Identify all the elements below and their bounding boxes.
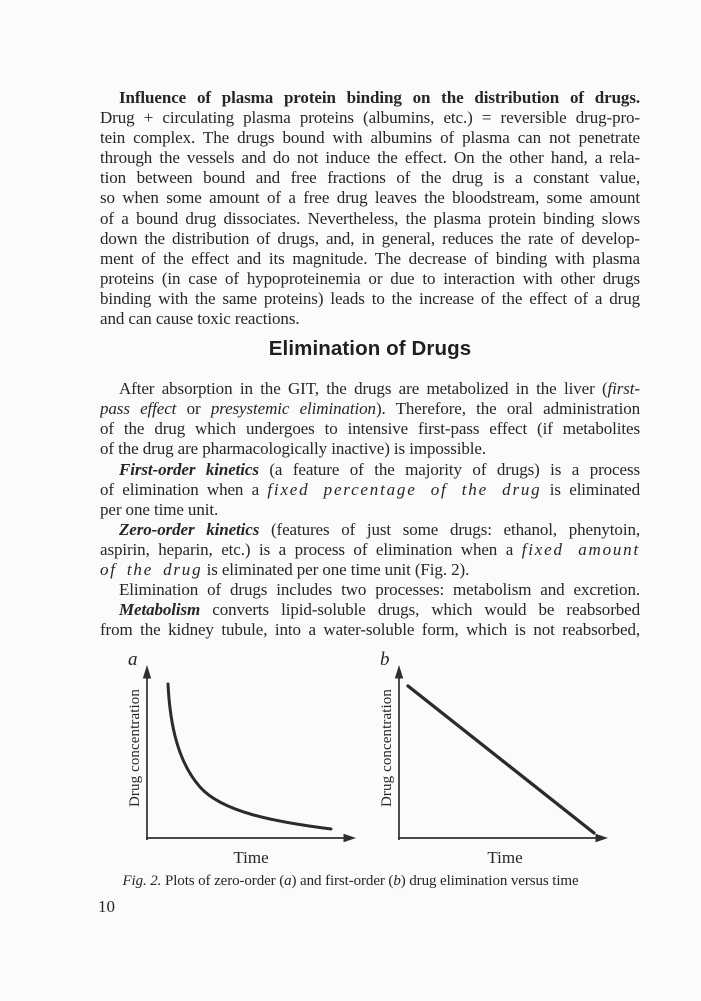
text-line	[100, 128, 640, 148]
text-line	[100, 580, 640, 600]
text-run: (a feature of the majority of drugs) is a process	[258, 459, 640, 479]
text-run: Elimination of drugs includes two processes: metabolism and excretion.	[119, 580, 640, 600]
paragraph	[100, 520, 640, 580]
plot-b-letter: b	[380, 649, 390, 670]
text-line	[100, 289, 640, 309]
text-run: ) drug elimination versus time	[400, 873, 579, 889]
text-line	[100, 419, 640, 439]
plot-b-xlabel: Time	[487, 848, 523, 867]
text-line	[100, 540, 640, 560]
text-run: is eliminated	[541, 479, 640, 499]
text-run: After absorption in the GIT, the drugs are metabolized in the liver (	[119, 379, 608, 399]
body-text	[100, 88, 640, 640]
text-run: Plots of zero-order (	[161, 873, 285, 889]
text-run: Fig. 2.	[122, 873, 162, 889]
text-run: First-order kinetics	[119, 459, 259, 479]
page-number: 10	[98, 897, 115, 916]
text-line	[100, 148, 640, 168]
text-run: is eliminated per one time unit (Fig. 2).	[202, 559, 470, 579]
text-run: and can cause toxic reactions.	[100, 309, 300, 329]
text-run: first-	[607, 379, 640, 399]
paragraph	[100, 88, 640, 329]
text-line	[100, 168, 640, 188]
text-run: Drug + circulating plasma proteins (albumins, etc.) = reversible drug-pro-	[100, 108, 640, 128]
text-run: proteins (in case of hypoproteinemia or due to interaction with other drugs	[100, 268, 640, 288]
text-line	[100, 229, 640, 249]
text-run: of a bound drug dissociates. Nevertheless, the plasma protein binding slows	[100, 208, 640, 228]
plot-a-xlabel: Time	[233, 848, 269, 867]
section-heading: Elimination of Drugs	[268, 337, 472, 361]
text-run: ment of the effect and its magnitude. The decrease of binding with plasma	[100, 248, 640, 268]
plot-b-y-arrow-icon	[395, 665, 403, 679]
plot-b-decay-line	[408, 686, 594, 833]
text-run: or	[176, 399, 211, 419]
text-run: of elimination when a	[100, 479, 268, 499]
text-line	[100, 600, 640, 620]
text-run: fixed amount	[521, 539, 640, 559]
text-run: ) and first-order (	[291, 873, 394, 889]
plot-b-x-arrow-icon	[596, 834, 609, 843]
text-run: so when some amount of a free drug leaves the bloodstream, some amount	[100, 188, 640, 208]
text-run: presystemic elimination	[210, 399, 376, 419]
paragraph	[100, 600, 640, 640]
text-run: from the kidney tubule, into a water-soluble form, which is not reabsorbed,	[100, 620, 640, 640]
text-line	[100, 500, 640, 520]
text-run: ). Therefore, the oral administration	[375, 399, 640, 419]
paragraph	[100, 460, 640, 520]
plot-a-decay-curve	[168, 684, 331, 829]
text-line	[100, 309, 640, 329]
text-line	[100, 520, 640, 540]
text-run: per one time unit.	[100, 499, 219, 519]
text-line	[100, 379, 640, 399]
text-run: of the drug are pharmacologically inactive) is impossible.	[100, 439, 487, 459]
text-run: binding with the same proteins) leads to the increase of the effect of a drug	[100, 288, 640, 308]
text-run: pass effect	[100, 399, 177, 419]
text-run: tion between bound and free fractions of the drug is a constant value,	[100, 168, 640, 188]
text-run: (features of just some drugs: ethanol, phenytoin,	[259, 519, 640, 539]
text-run: b	[393, 873, 401, 889]
text-line	[100, 209, 640, 229]
text-line	[100, 560, 640, 580]
text-line	[100, 480, 640, 500]
text-run: Metabolism	[119, 600, 201, 620]
plot-a	[127, 649, 356, 867]
text-run: through the vessels and do not induce the effect. On the other hand, a rela-	[100, 148, 640, 168]
figure-caption	[0, 873, 701, 890]
text-line	[100, 188, 640, 208]
text-line	[100, 439, 640, 459]
plot-b	[379, 649, 608, 867]
text-line	[100, 88, 640, 108]
paragraph	[100, 580, 640, 600]
text-run: fixed percentage of the drug	[267, 479, 542, 499]
text-run: Zero-order kinetics	[119, 519, 260, 539]
figure-2	[90, 640, 660, 870]
text-run: down the distribution of drugs, and, in general, reduces the rate of develop-	[100, 228, 640, 248]
text-line	[100, 399, 640, 419]
text-run: converts lipid-soluble drugs, which would be reabsorbed	[200, 600, 640, 620]
text-line	[100, 269, 640, 289]
plot-a-letter: a	[128, 649, 138, 670]
plot-a-x-arrow-icon	[344, 834, 357, 843]
paragraph	[100, 379, 640, 459]
text-line	[100, 249, 640, 269]
plot-b-ylabel: Drug concentration	[379, 688, 395, 808]
text-line	[100, 620, 640, 640]
text-line	[100, 108, 640, 128]
plot-a-ylabel: Drug concentration	[127, 688, 143, 808]
text-run: of the drug which undergoes to intensive first-pass effect (if metabolites	[100, 419, 640, 439]
plot-a-y-arrow-icon	[143, 665, 151, 679]
text-run: tein complex. The drugs bound with albumins of plasma can not penetrate	[100, 128, 640, 148]
text-run: Influence of plasma protein binding on the distribution of drugs.	[119, 88, 640, 107]
text-run: a	[284, 873, 292, 889]
text-run: of the drug	[100, 559, 203, 579]
text-run: aspirin, heparin, etc.) is a process of elimination when a	[100, 539, 522, 559]
text-line	[100, 460, 640, 480]
